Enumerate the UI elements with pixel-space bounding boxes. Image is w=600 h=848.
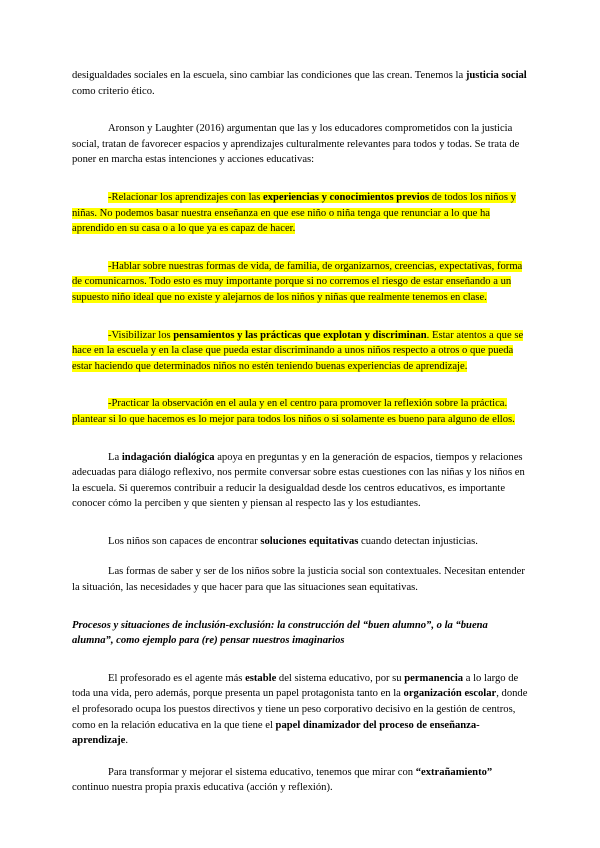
bold-soluciones: soluciones equitativas xyxy=(260,535,359,547)
paragraph-formas-de-saber: Las formas de saber y ser de los niños sobre la justicia social son contextuales. Necesitan entender la situación, las necesidades y que hacer para que las situaciones sean equitativas. xyxy=(72,566,525,594)
paragraph-transformar: Para transformar y mejorar el sistema educativo, tenemos que mirar con “extrañamiento” continuo nuestra propia praxis educativa (acción y reflexión). xyxy=(72,766,493,794)
highlighted-text: -Hablar sobre nuestras formas de vida, de familia, de organizarnos, creencias, expectativas, forma de comunicarnos. Todo esto es muy importante porque si no corremos el riesgo de estar enseñando a un supuesto niño ideal que no existe y alejarnos de los niños y niñas que realmente tenemos en clase. xyxy=(72,260,523,303)
highlighted-text: -Relacionar los aprendizajes con las experiencias y conocimientos previos de todos los niños y niñas. No podemos basar nuestra enseñanza en que ese niño o niña tenga que renunciar a lo que ha aprendido en su casa o a lo que ya es capaz de hacer. xyxy=(72,191,516,235)
highlighted-text: -Practicar la observación en el aula y en el centro para promover la reflexión sobre la práctica. plantear si lo que hacemos es lo mejor para todos los niños o si solamente es bueno para alguno de ellos. xyxy=(72,398,515,425)
paragraph-profesorado: El profesorado es el agente más estable del sistema educativo, por su permanencia a lo largo de toda una vida, pero además, porque presenta un papel protagonista tanto en la organización escolar, donde el profesorado ocupa los puestos directivos y tiene un peso corporativo decisivo en la gestión de centros, como en la relación educativa en la que tiene el papel dinamizador del proceso de enseñanza-aprendizaje. xyxy=(72,672,528,747)
bold-papel-dinamizador: papel dinamizador del proceso de enseñanza-aprendizaje xyxy=(72,719,480,747)
paragraph-justicia-social: desigualdades sociales en la escuela, sino cambiar las condiciones que las crean. Tenemos la justicia social como criterio ético. xyxy=(72,70,527,97)
paragraph-hablar xyxy=(72,259,530,306)
paragraph-practicar xyxy=(72,396,530,427)
highlighted-text: -Visibilizar los pensamientos y las prácticas que explotan y discriminan. Estar atentos a que se hace en la escuela y en la clase que pueda estar discriminando a unos niños respecto a otros o que pueda estar haciendo que determinados niños no estén teniendo buenas experiencias de aprendizaje. xyxy=(72,329,524,372)
bold-organizacion: organización escolar xyxy=(403,688,497,700)
paragraph-indagacion: La indagación dialógica apoya en preguntas y en la generación de espacios, tiempos y relaciones adecuadas para diálogo reflexivo, nos permite conversar sobre estas cuestiones con las niñas y los niños en la escuela. Si queremos contribuir a reducir la desigualdad desde los centros educativos, es importante conocer cómo la perciben y que sienten y piensan al respecto las y los estudiantes. xyxy=(72,451,525,510)
paragraph-soluciones: Los niños son capaces de encontrar soluciones equitativas cuando detectan injusticias. xyxy=(108,535,478,547)
bold-pensamientos: pensamientos y las prácticas que explotan y discriminan xyxy=(173,329,427,341)
bold-indagacion: indagación dialógica xyxy=(121,451,215,463)
bold-experiencias: experiencias y conocimientos previos xyxy=(263,191,430,203)
bold-justicia-social: justicia social xyxy=(465,70,527,81)
bold-estable: estable xyxy=(245,672,277,684)
paragraph-relacionar xyxy=(72,190,530,237)
bold-extranamiento: “extrañamiento” xyxy=(415,766,493,778)
bold-permanencia: permanencia xyxy=(404,672,464,684)
paragraph-visibilizar xyxy=(72,328,530,375)
paragraph-aronson-laughter: Aronson y Laughter (2016) argumentan que las y los educadores comprometidos con la justicia social, tratan de favorecer espacios y aprendizajes culturalmente relevantes para todos y todas. Se trata de poner en marcha estas intenciones y acciones educativas: xyxy=(72,123,520,166)
section-heading: Procesos y situaciones de inclusión-exclusión: la construcción del “buen alumno”, o la “buena alumna”, como ejemplo para (re) pensar nuestros imaginarios xyxy=(72,619,488,647)
